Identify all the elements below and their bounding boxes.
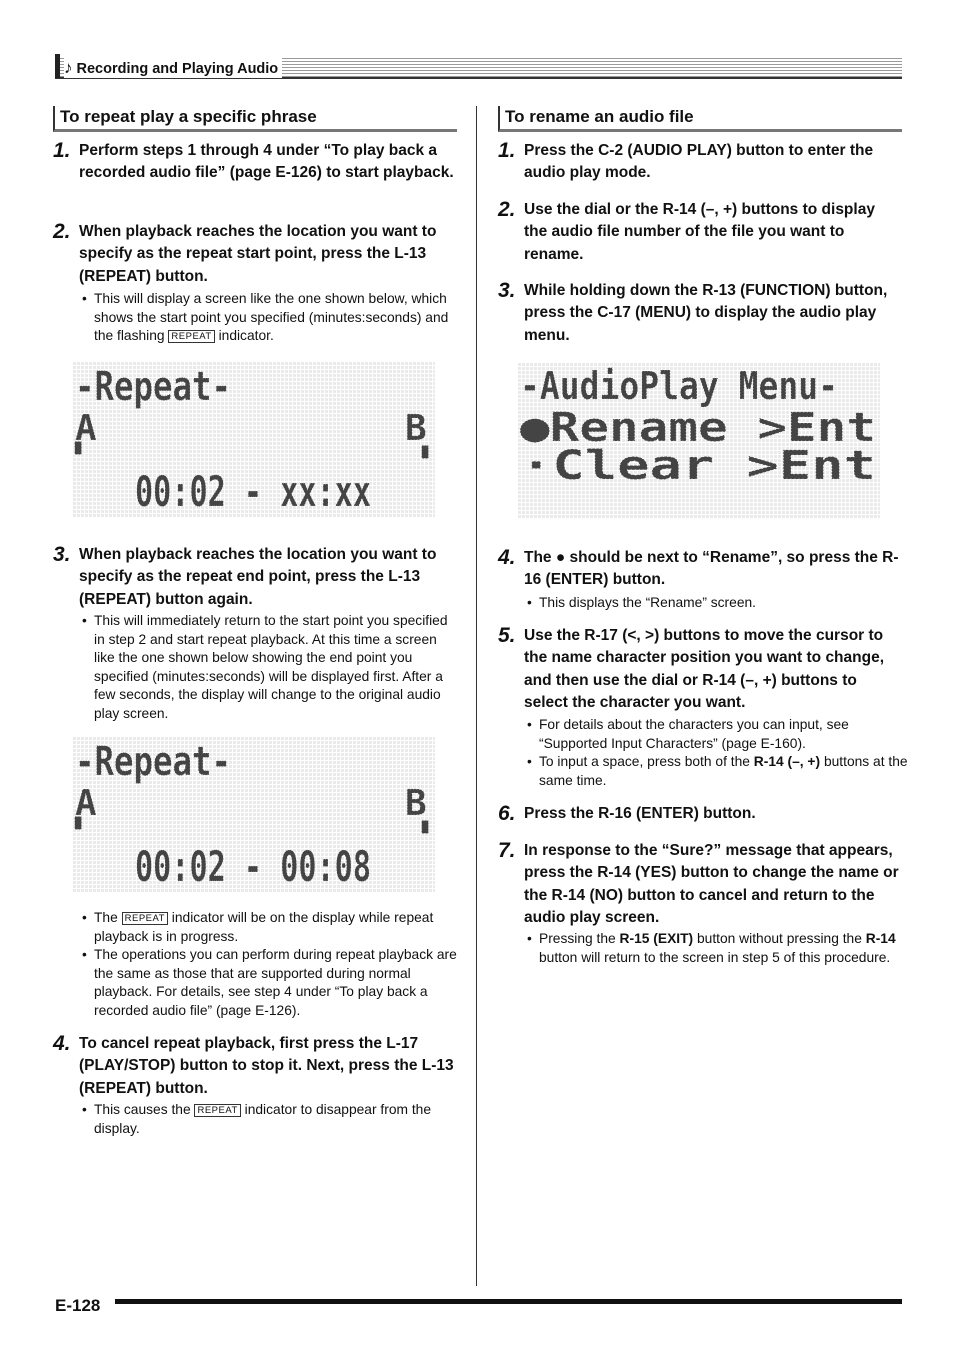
lcd-screen-audio-play-menu: [518, 363, 880, 519]
step-text: Press the C-2 (AUDIO PLAY) button to enter the audio play mode.: [524, 142, 874, 182]
repeat-indicator-icon: REPEAT: [122, 912, 168, 925]
step-number: 1.: [498, 139, 516, 162]
lcd-line-title: -Repeat-: [75, 739, 231, 785]
section-heading-rename: To rename an audio file: [498, 106, 902, 132]
footer-rule: [115, 1299, 902, 1304]
lcd-right-flag-icon: ▝: [415, 447, 429, 472]
bullet-note: • For details about the characters you can input, see “Supported Input Characters” (page E-160).: [524, 716, 913, 753]
bullet-note: • The REPEAT indicator will be on the display while repeat playback is in progress.: [79, 909, 468, 946]
bullet-note: • This displays the “Rename” screen.: [524, 594, 913, 613]
lcd-left-flag-icon: ▘: [75, 818, 89, 843]
step-text: Use the R-17 (<, >) buttons to move the cursor to the name character position you want to change, and then use the dial or R-14 (–, +) buttons to select the character you want.: [524, 627, 885, 711]
bullet-note: • This causes the REPEAT indicator to disappear from the display.: [79, 1101, 468, 1138]
step-text: In response to the “Sure?” message that appears, press the R-14 (YES) button to change the name or the R-14 (NO) button to cancel and return to the audio play screen.: [524, 842, 899, 926]
lcd-marker-b: B: [405, 408, 427, 449]
step-text: Press the R-16 (ENTER) button.: [524, 805, 756, 822]
lcd-line-title: -Repeat-: [75, 364, 231, 410]
step-number: 2.: [498, 198, 516, 221]
running-header-title: Recording and Playing Audio: [76, 61, 279, 77]
section-heading-repeat: To repeat play a specific phrase: [53, 106, 457, 132]
step-text: When playback reaches the location you want to specify as the repeat start point, press the L-13 (REPEAT) button.: [79, 223, 437, 285]
step-text: The ● should be next to “Rename”, so press the R-16 (ENTER) button.: [524, 549, 899, 589]
step-number: 5.: [498, 624, 516, 647]
step-text: To cancel repeat playback, first press the L-17 (PLAY/STOP) button to stop it. Next, press the L-13 (REPEAT) button.: [79, 1035, 454, 1097]
column-divider: [476, 106, 477, 1286]
lcd-marker-a: A: [75, 408, 97, 449]
lcd-right-flag-icon: ▝: [415, 822, 429, 847]
step-number: 7.: [498, 839, 516, 862]
running-header: [64, 58, 282, 78]
step-number: 6.: [498, 802, 516, 825]
lcd-left-flag-icon: ▘: [75, 443, 89, 468]
step-text: Perform steps 1 through 4 under “To play back a recorded audio file” (page E-126) to start playback.: [79, 142, 454, 182]
step-text: Use the dial or the R-14 (–, +) buttons to display the audio file number of the file you want to rename.: [524, 201, 875, 263]
step-text: When playback reaches the location you want to specify as the repeat end point, press the L-13 (REPEAT) button again.: [79, 546, 437, 608]
page-number: E-128: [55, 1296, 101, 1315]
repeat-indicator-icon: REPEAT: [168, 330, 214, 343]
bullet-note: • Pressing the R-15 (EXIT) button without pressing the R-14 button will return to the screen in step 5 of this procedure.: [524, 930, 913, 967]
lcd-time-range: 00:02 - xx:xx: [135, 467, 371, 516]
lcd-time-range: 00:02 - 00:08: [135, 842, 371, 891]
lcd-screen-repeat-start: [73, 362, 435, 518]
bullet-note: • This will immediately return to the start point you specified in step 2 and start repeat playback. At this time a screen like the one shown below showing the end point you specified (minutes:seconds) will be displayed first. After a few seconds, the display will change to the original audio play screen.: [79, 612, 458, 724]
header-marker-bar: [55, 54, 60, 78]
bullet-note: • The operations you can perform during repeat playback are the same as those that are supported during normal playback. For details, see step 4 under “To play back a recorded audio file” (page E-126).: [79, 946, 468, 1020]
bullet-note: • This will display a screen like the one shown below, which shows the start point you specified (minutes:seconds) and the flashing REPEAT indicator.: [79, 290, 458, 346]
music-note-icon: ♪: [64, 58, 73, 77]
step-number: 4.: [498, 546, 516, 569]
step-number: 4.: [53, 1032, 71, 1055]
lcd-line-clear: ·Clear >Ent: [520, 443, 876, 489]
step-text: While holding down the R-13 (FUNCTION) button, press the C-17 (MENU) to display the audio play menu.: [524, 282, 888, 344]
step-number: 3.: [498, 279, 516, 302]
lcd-marker-b: B: [405, 783, 427, 824]
step-number: 3.: [53, 543, 71, 566]
step-number: 1.: [53, 139, 71, 162]
repeat-indicator-icon: REPEAT: [194, 1104, 240, 1117]
lcd-screen-repeat-end: [73, 737, 435, 893]
lcd-line-rename: ●Rename >Ent: [520, 405, 876, 451]
step-number: 2.: [53, 220, 71, 243]
bullet-note: • To input a space, press both of the R-14 (–, +) buttons at the same time.: [524, 753, 913, 790]
lcd-marker-a: A: [75, 783, 97, 824]
lcd-line-menu-title: -AudioPlay Menu-: [520, 364, 838, 408]
